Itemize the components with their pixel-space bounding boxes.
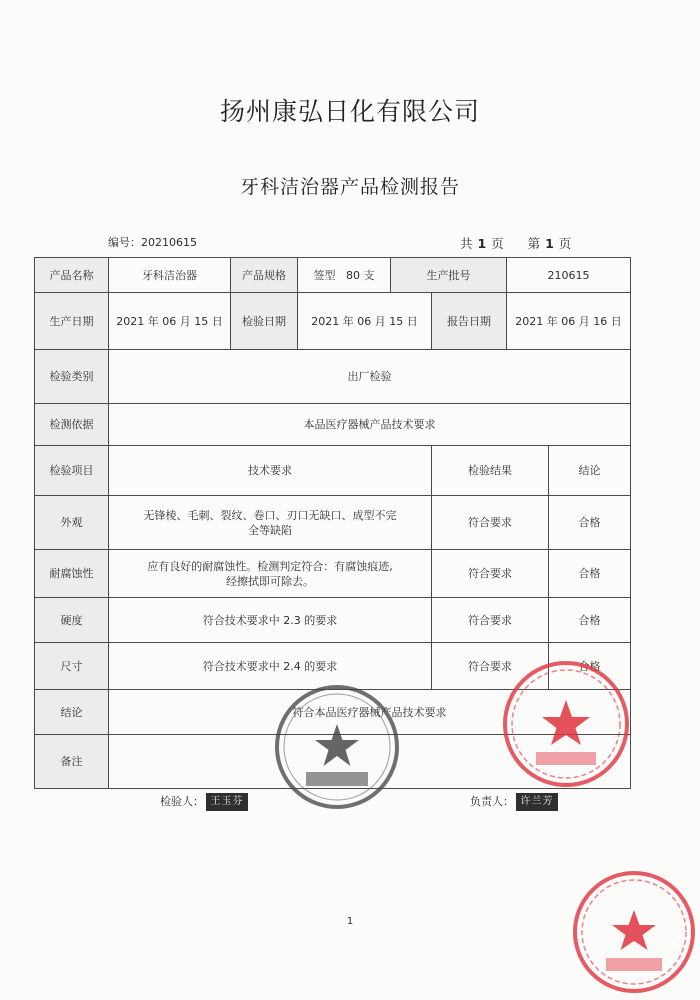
test-date-value: 2021 年 06 月 15 日 xyxy=(298,293,432,350)
report-serial: 编号：20210615 xyxy=(108,236,197,249)
company-seal-icon xyxy=(272,682,402,812)
third-seal-icon xyxy=(570,868,698,996)
remark-label: 备注 xyxy=(35,735,109,789)
item-requirement: 无锋棱、毛刺、裂纹、卷口、刃口无缺口、成型不完 全等缺陷 xyxy=(109,496,432,550)
item-conclusion: 合格 xyxy=(549,550,631,598)
company-name: 扬州康弘日化有限公司 xyxy=(219,97,480,126)
inspector-name: 王玉芬 xyxy=(206,793,248,811)
batch-label: 生产批号 xyxy=(391,258,507,293)
report-date-label: 报告日期 xyxy=(432,293,507,350)
final-label: 结论 xyxy=(35,690,109,735)
final-value: 符合本品医疗器械产品技术要求 xyxy=(109,690,631,735)
item-name: 尺寸 xyxy=(35,643,109,690)
spec-value: 签型 80 支 xyxy=(298,258,391,293)
table-row xyxy=(35,496,631,550)
item-conclusion: 合格 xyxy=(549,598,631,643)
items-header-result: 检验结果 xyxy=(432,446,549,496)
inspector-signature: 检验人： 王玉芬 xyxy=(160,793,248,811)
table-row xyxy=(35,598,631,643)
manager-signature: 负责人： 许兰芳 xyxy=(470,793,558,811)
product-name-label: 产品名称 xyxy=(35,258,109,293)
test-date-label: 检验日期 xyxy=(231,293,298,350)
product-name-value: 牙科洁治器 xyxy=(109,258,231,293)
category-label: 检验类别 xyxy=(35,350,109,404)
category-value: 出厂检验 xyxy=(109,350,631,404)
item-requirement: 应有良好的耐腐蚀性。检测判定符合：有腐蚀痕迹, 经擦拭即可除去。 xyxy=(109,550,432,598)
item-result: 符合要求 xyxy=(432,598,549,643)
report-date-value: 2021 年 06 月 16 日 xyxy=(507,293,631,350)
prod-date-label: 生产日期 xyxy=(35,293,109,350)
item-result: 符合要求 xyxy=(432,643,549,690)
item-conclusion: 合格 xyxy=(549,496,631,550)
page-info: 共 1 页 第 1 页 xyxy=(460,236,572,251)
item-result: 符合要求 xyxy=(432,550,549,598)
report-title: 牙科洁治器产品检测报告 xyxy=(239,176,460,198)
manager-name: 许兰芳 xyxy=(516,793,558,811)
spec-label: 产品规格 xyxy=(231,258,298,293)
batch-value: 210615 xyxy=(507,258,631,293)
item-name: 硬度 xyxy=(35,598,109,643)
items-header-requirement: 技术要求 xyxy=(109,446,432,496)
items-header-conclusion: 结论 xyxy=(549,446,631,496)
page-number: 1 xyxy=(346,916,354,927)
item-requirement: 符合技术要求中 2.3 的要求 xyxy=(109,598,432,643)
basis-label: 检测依据 xyxy=(35,404,109,446)
prod-date-value: 2021 年 06 月 15 日 xyxy=(109,293,231,350)
item-name: 外观 xyxy=(35,496,109,550)
partner-seal-icon xyxy=(500,658,632,790)
items-header-item: 检验项目 xyxy=(35,446,109,496)
item-result: 符合要求 xyxy=(432,496,549,550)
basis-value: 本品医疗器械产品技术要求 xyxy=(109,404,631,446)
table-row xyxy=(35,550,631,598)
item-requirement: 符合技术要求中 2.4 的要求 xyxy=(109,643,432,690)
item-name: 耐腐蚀性 xyxy=(35,550,109,598)
item-conclusion: 合格 xyxy=(549,643,631,690)
